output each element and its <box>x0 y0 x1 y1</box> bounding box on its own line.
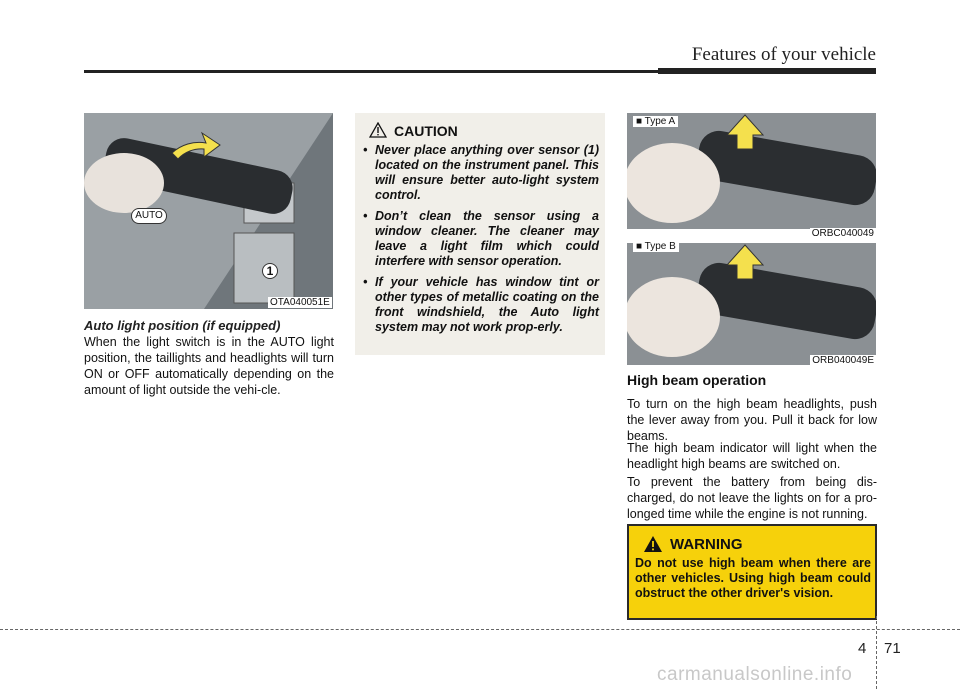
auto-light-heading: Auto light position (if equipped) <box>84 318 281 333</box>
type-a-figure <box>627 113 876 229</box>
type-a-label: ■ Type A <box>633 116 678 127</box>
watermark: carmanualsonline.info <box>657 664 853 685</box>
header-rule-accent <box>658 68 876 74</box>
caution-triangle-icon <box>369 122 387 138</box>
auto-light-figure <box>84 113 333 309</box>
type-b-figure <box>627 243 876 365</box>
caution-list <box>363 143 599 341</box>
auto-badge: AUTO <box>131 208 167 224</box>
figure-code-left: OTA040051E <box>270 297 330 308</box>
warning-title: WARNING <box>670 536 743 553</box>
high-beam-para-2: The high beam indicator will light when the headlight high beams are switched on. <box>627 441 877 471</box>
page-number: 71 <box>884 640 901 657</box>
caution-box <box>355 113 605 355</box>
caution-item: • Don’t clean the sensor using a window cleaner. The cleaner may leave a light film which could interfere with sensor operation. <box>363 209 599 269</box>
warning-text: Do not use high beam when there are other vehicles. Using high beam could obstruct the other driver's vision. <box>635 556 871 600</box>
figure-code-type-a: ORBC040049 <box>811 228 874 239</box>
auto-light-body: When the light switch is in the AUTO light position, the taillights and headlights will turn ON or OFF automatically depending on the amount of light outside the vehi-cle. <box>84 335 334 397</box>
figure-code-type-b: ORB040049E <box>812 355 874 366</box>
footer-rule <box>0 629 960 630</box>
header-title: Features of your vehicle <box>691 44 876 65</box>
caution-item: • Never place anything over sensor (1) located on the instrument panel. This will ensure better auto-light system control. <box>363 143 599 203</box>
caution-item: • If your vehicle has window tint or other types of metallic coating on the front windshield, the Auto light system may not work prop-erly. <box>363 275 599 335</box>
high-beam-para-3: To prevent the battery from being dis-charged, do not leave the lights on for a pro-longed time while the engine is not running. <box>627 475 877 521</box>
warning-triangle-icon <box>643 535 663 553</box>
high-beam-para-1: To turn on the high beam headlights, push the lever away from you. Pull it back for low beams. <box>627 397 877 443</box>
high-beam-heading: High beam operation <box>627 372 767 388</box>
footer-divider <box>876 616 877 689</box>
type-b-label: ■ Type B <box>633 241 679 252</box>
sensor-callout: 1 <box>262 263 278 279</box>
warning-box <box>627 524 877 620</box>
caution-title: CAUTION <box>394 123 458 139</box>
page-chapter: 4 <box>858 640 867 657</box>
